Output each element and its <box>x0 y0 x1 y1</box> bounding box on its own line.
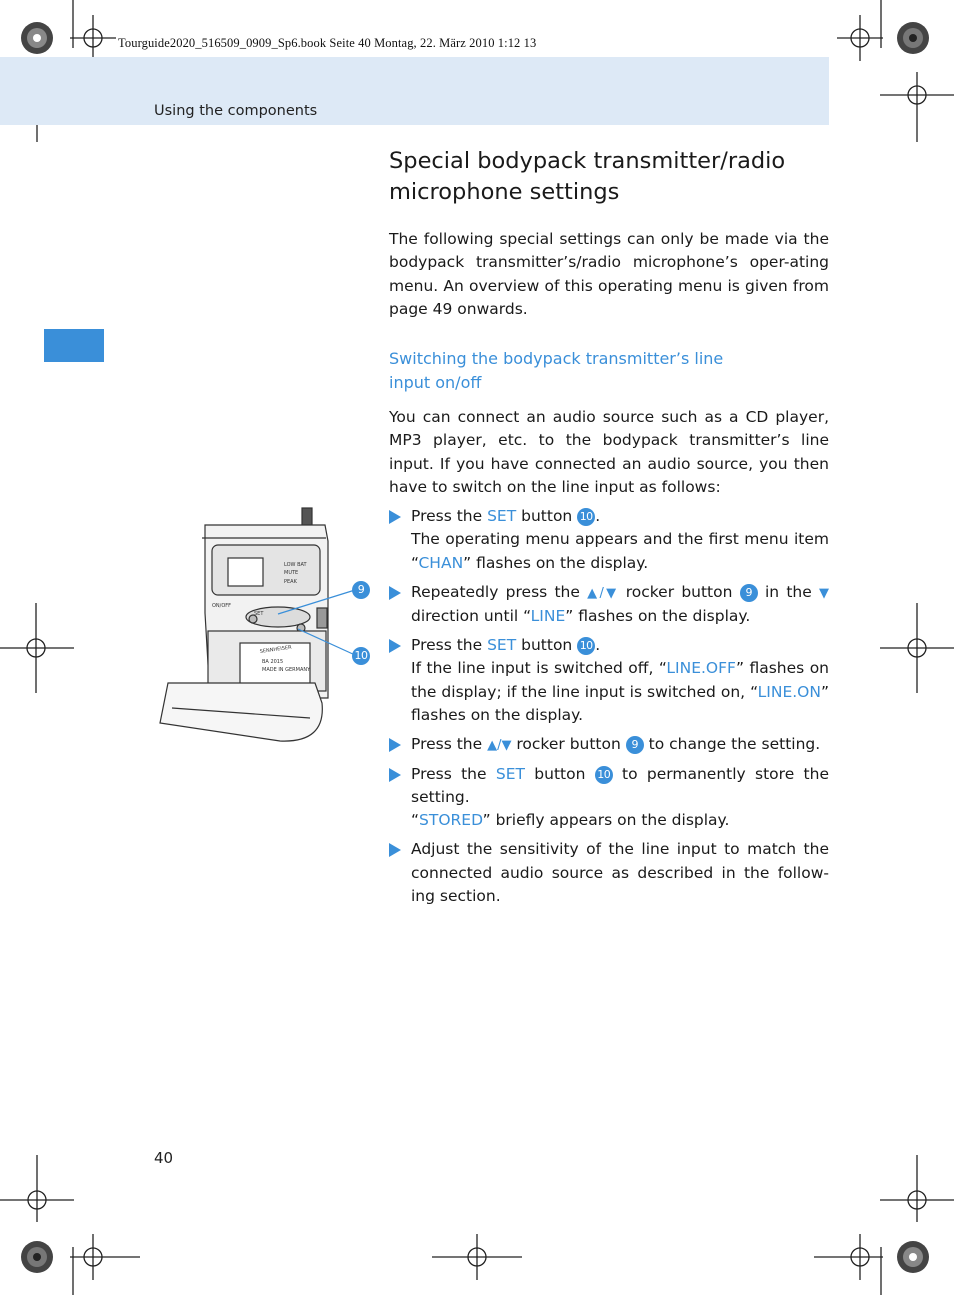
section-label: Using the components <box>154 103 318 119</box>
radial-target-tr <box>897 22 929 54</box>
page-title: Special bodypack transmitter/radio microphone settings <box>389 148 786 205</box>
bullet-triangle-icon <box>389 639 401 653</box>
badge-10: 10 <box>577 508 595 526</box>
step-4: Press the ▲/▼ rocker button 9 to change the setting. <box>389 733 829 757</box>
bullet-triangle-icon <box>389 738 401 752</box>
body-paragraph: You can connect an audio source such as a CD player, MP3 player, etc. to the bodypack transmitter’s line input. If you have connected an audio source, you then have to switch on the line input as follows: <box>389 408 829 497</box>
step-6: Adjust the sensitivity of the line input to match the connected audio source as described in the follow-ing section. <box>389 838 829 908</box>
page-number: 40 <box>154 1149 174 1167</box>
instruction-list <box>389 505 829 908</box>
step-5: Press the SET button 10 to permanently store the setting. “STORED” briefly appears on the display. <box>389 763 829 833</box>
callout-9: 9 <box>352 581 370 599</box>
badge-10: 10 <box>595 766 613 784</box>
svg-text:MADE IN GERMANY: MADE IN GERMANY <box>262 667 311 673</box>
svg-text:SET: SET <box>254 611 264 617</box>
intro-paragraph: The following special settings can only be made via the bodypack transmitter’s/radio microphone’s oper-ating menu. An overview of this operating menu is given from page 49 onwards. <box>389 230 829 318</box>
radial-target-bl <box>21 1241 53 1273</box>
up-down-arrows-icon: ▲/▼ <box>587 585 619 601</box>
radial-target-tl <box>21 22 53 54</box>
subheading: Switching the bodypack transmitter’s line input on/off <box>389 349 724 393</box>
down-arrow-icon: ▼ <box>819 585 829 601</box>
chapter-tab <box>44 329 104 362</box>
step-1: Press the SET button 10 . The operating menu appears and the first menu item “CHAN” flashes on the display. <box>389 505 829 575</box>
radial-target-br <box>897 1241 929 1273</box>
badge-9: 9 <box>626 736 644 754</box>
print-header: Tourguide2020_516509_0909_Sp6.book Seite 40 Montag, 22. März 2010 1:12 13 <box>118 36 537 50</box>
bodypack-transmitter-figure <box>150 503 380 748</box>
callout-10: 10 <box>352 647 370 665</box>
svg-text:LOW BAT: LOW BAT <box>284 562 307 568</box>
badge-9: 9 <box>740 584 758 602</box>
svg-text:PEAK: PEAK <box>284 579 297 585</box>
bullet-triangle-icon <box>389 510 401 524</box>
svg-text:SENNHEISER: SENNHEISER <box>259 644 292 655</box>
bullet-triangle-icon <box>389 843 401 857</box>
step-3: Press the SET button 10 . If the line input is switched off, “LINE.OFF” flashes on the display; if the line input is switched on, “LINE.ON” flashes on the display. <box>389 634 829 727</box>
badge-10: 10 <box>577 637 595 655</box>
header-band <box>0 57 829 125</box>
step-2: Repeatedly press the ▲/▼ rocker button 9 in the ▼ direction until “LINE” flashes on the display. <box>389 581 829 629</box>
svg-text:ON/OFF: ON/OFF <box>212 603 232 609</box>
bullet-triangle-icon <box>389 768 401 782</box>
main-content <box>389 146 829 908</box>
bullet-triangle-icon <box>389 586 401 600</box>
up-down-arrows-icon: ▲/▼ <box>487 737 512 753</box>
transmitter-illustration <box>150 503 380 748</box>
svg-text:MUTE: MUTE <box>284 570 299 576</box>
svg-text:BA 2015: BA 2015 <box>262 659 284 665</box>
